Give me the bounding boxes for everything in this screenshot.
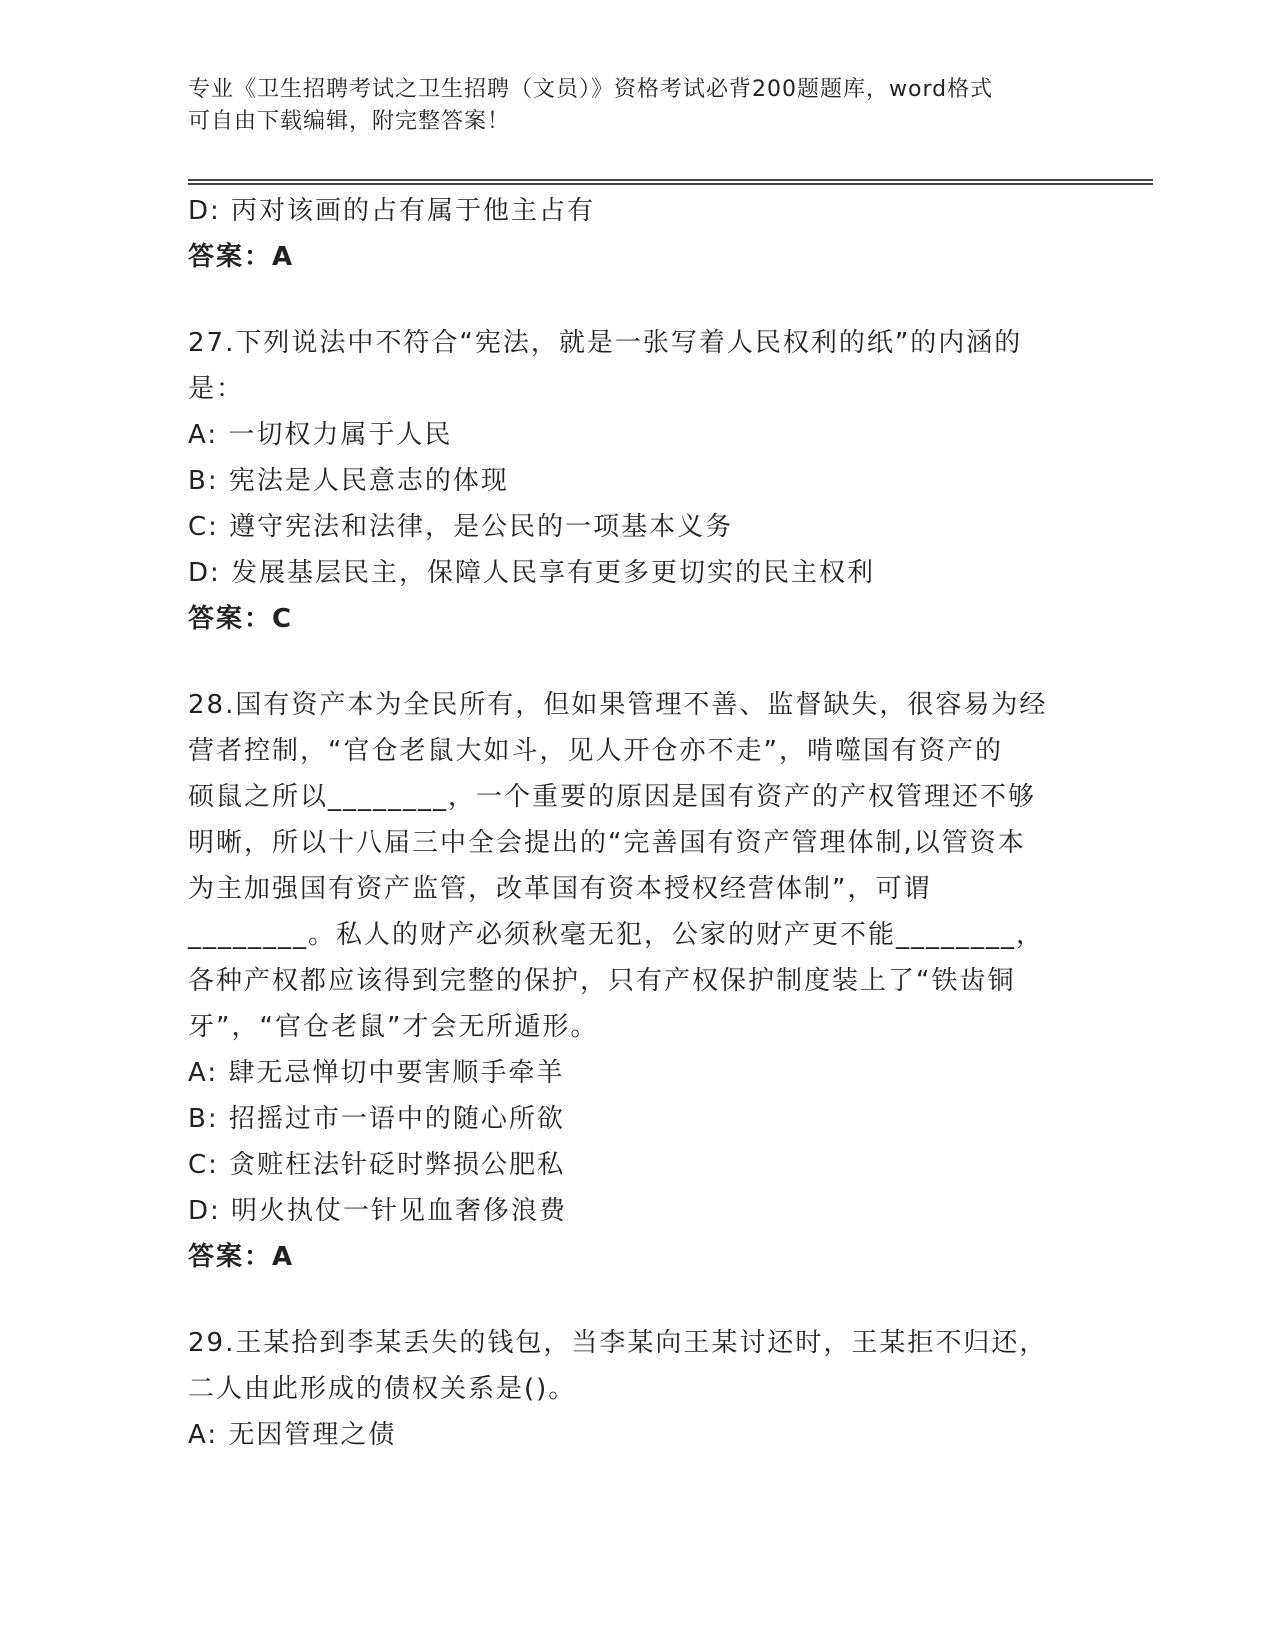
question-27 — [188, 320, 1078, 642]
page-header — [188, 74, 1088, 138]
option-c: C: 贪赃枉法针砭时弊损公肥私 — [188, 1150, 566, 1180]
option-a: A: 肆无忌惮切中要害顺手牵羊 — [188, 1058, 565, 1088]
question-stem-line: 硕鼠之所以________，一个重要的原因是国有资产的产权管理还不够 — [188, 782, 1037, 812]
question-stem-line: 是： — [188, 374, 245, 404]
question-stem-line: 营者控制，“官仓老鼠大如斗，见人开仓亦不走”，啃噬国有资产的 — [188, 736, 1003, 766]
prev-answer: 答案：A — [188, 242, 295, 272]
question-stem-line: 牙”，“官仓老鼠”才会无所遁形。 — [188, 1012, 599, 1042]
question-28 — [188, 682, 1078, 1280]
option-c: C: 遵守宪法和法律，是公民的一项基本义务 — [188, 512, 734, 542]
question-content — [188, 188, 1078, 1458]
option-a: A: 无因管理之债 — [188, 1420, 397, 1450]
option-d: D: 明火执仗一针见血奢侈浪费 — [188, 1196, 568, 1226]
header-line-2: 可自由下载编辑，附完整答案！ — [188, 109, 511, 134]
spacer — [188, 1280, 1078, 1320]
option-b: B: 招摇过市一语中的随心所欲 — [188, 1104, 565, 1134]
option-b: B: 宪法是人民意志的体现 — [188, 466, 509, 496]
question-stem-line: ________。私人的财产必须秋毫无犯，公家的财产更不能________， — [188, 920, 1045, 950]
header-divider-top — [188, 179, 1153, 181]
question-stem-line: 27.下列说法中不符合“宪法，就是一张写着人民权利的纸”的内涵的 — [188, 328, 1023, 358]
question-stem-line: 各种产权都应该得到完整的保护，只有产权保护制度装上了“铁齿铜 — [188, 966, 1016, 996]
question-stem-line: 为主加强国有资产监管，改革国有资本授权经营体制”，可谓 — [188, 874, 932, 904]
header-line-1: 专业《卫生招聘考试之卫生招聘（文员）》资格考试必背200题题库，word格式 — [188, 77, 994, 102]
prev-option-d: D: 丙对该画的占有属于他主占有 — [188, 196, 596, 226]
header-divider-bottom — [188, 183, 1153, 185]
option-d: D: 发展基层民主，保障人民享有更多更切实的民主权利 — [188, 558, 876, 588]
question-stem-line: 28.国有资产本为全民所有，但如果管理不善、监督缺失，很容易为经 — [188, 690, 1048, 720]
option-a: A: 一切权力属于人民 — [188, 420, 453, 450]
question-29 — [188, 1320, 1078, 1458]
question-stem-line: 明晰，所以十八届三中全会提出的“完善国有资产管理体制,以管资本 — [188, 828, 1026, 858]
answer: 答案：C — [188, 604, 294, 634]
question-stem-line: 29.王某拾到李某丢失的钱包，当李某向王某讨还时，王某拒不归还， — [188, 1328, 1048, 1358]
answer: 答案：A — [188, 1242, 295, 1272]
question-stem-line: 二人由此形成的债权关系是()。 — [188, 1374, 577, 1404]
spacer — [188, 642, 1078, 682]
spacer — [188, 280, 1078, 320]
